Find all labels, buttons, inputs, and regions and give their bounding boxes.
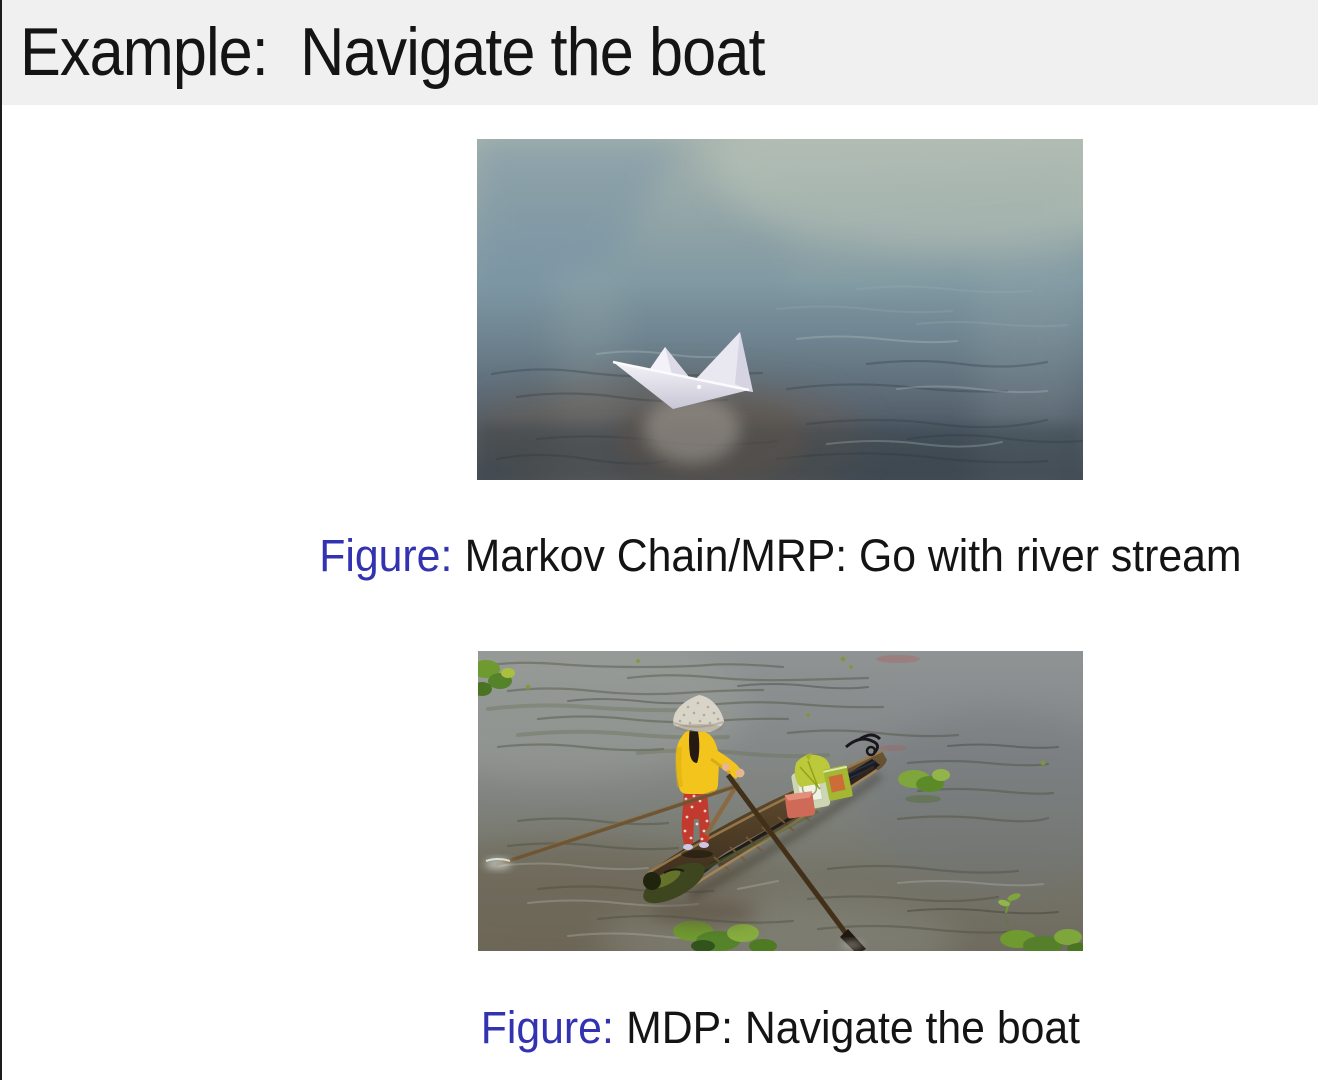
figure-caption-text-2: MDP: Navigate the boat [625,1002,1080,1053]
figure-label-2: Figure: [480,1002,614,1053]
photo-rowing-boat [478,651,1083,951]
slide-title: Example: Navigate the boat [20,14,765,90]
slide-title-bar [2,0,1318,105]
figure-caption-1 [0,530,1318,582]
figure-caption-text-1: Markov Chain/MRP: Go with river stream [464,530,1242,581]
figure-label-1: Figure: [318,530,452,581]
photo-paper-boat [477,139,1083,480]
figure-caption-2 [0,1002,1318,1054]
